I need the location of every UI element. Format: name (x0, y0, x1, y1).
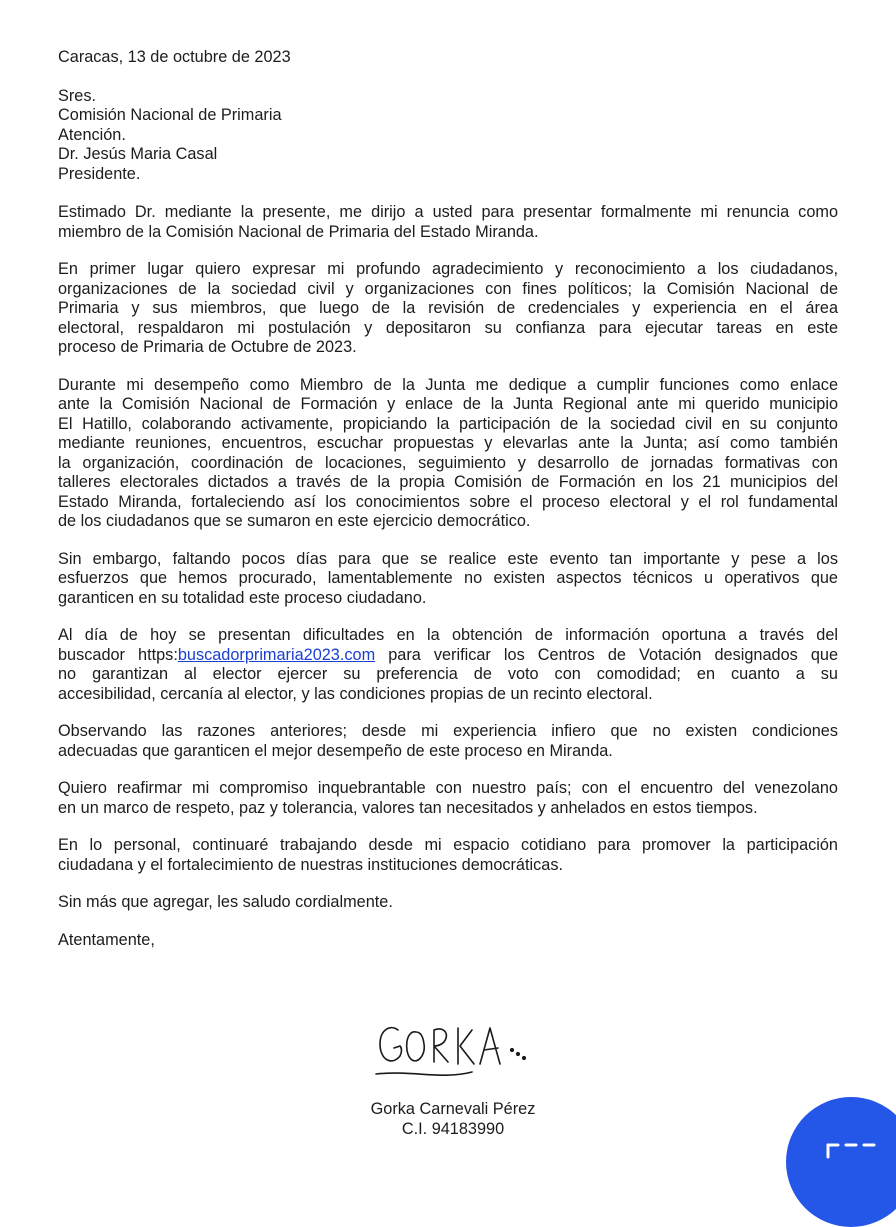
paragraph-line: Estado Miranda, fortaleciendo así los conocimientos sobre el proceso electoral y el rol fundamental (58, 492, 838, 511)
paragraph-6 (58, 722, 838, 761)
paragraph-9 (58, 893, 838, 913)
paragraph-line: no garantizan al elector ejercer su preferencia de voto con comodidad; en cuanto a su (58, 665, 838, 683)
paragraph-line: Primaria y sus miembros, que luego de la revisión de credenciales y experiencia en el área (58, 299, 838, 317)
addressee-line: Sres. (58, 86, 97, 105)
paragraph-line: organizaciones de la sociedad civil y organizaciones con fines políticos; la Comisión Nacional de (58, 279, 838, 298)
paragraph-7 (58, 779, 838, 818)
paragraph-5 (58, 626, 838, 704)
edit-text-icon (826, 1141, 886, 1161)
paragraph-line: esfuerzos que hemos procurado, lamentablemente no existen aspectos técnicos u operativos que (58, 569, 838, 587)
paragraph-8 (58, 836, 838, 875)
paragraph-line: ciudadana y el fortalecimiento de nuestras instituciones democráticas. (58, 855, 563, 874)
paragraph-line: En primer lugar quiero expresar mi profundo agradecimiento y reconocimiento a los ciudadanos, (58, 260, 838, 278)
letter-body (58, 48, 838, 950)
paragraph-line: Sin embargo, faltando pocos días para que se realice este evento tan importante y pese a los (58, 549, 838, 568)
paragraph-line: de los ciudadanos que se sumaron en este ejercicio democrático. (58, 512, 531, 530)
paragraph-1 (58, 203, 838, 242)
closing-text: Atentamente, (58, 930, 155, 949)
buscador-link[interactable]: buscadorprimaria2023.com (177, 645, 376, 664)
paragraph-line: El Hatillo, colaborando activamente, propiciando la participación de la sociedad civil en su conjunto (58, 414, 838, 433)
link-suffix: para verificar los Centros de Votación designados que (375, 645, 838, 664)
paragraph-line-with-link (58, 646, 838, 666)
addressee-line: Presidente. (58, 164, 141, 183)
signer-name: Gorka Carnevali Pérez (370, 1100, 536, 1118)
paragraph-line: Observando las razones anteriores; desde mi experiencia infiero que no existen condiciones (58, 722, 838, 740)
paragraph-line: adecuadas que garanticen el mejor desempeño de este proceso en Miranda. (58, 741, 613, 760)
paragraph-line: Estimado Dr. mediante la presente, me dirijo a usted para presentar formalmente mi renuncia como (58, 203, 838, 221)
paragraph-line: garanticen en su totalidad este proceso ciudadano. (58, 588, 427, 607)
paragraph-2 (58, 260, 838, 358)
paragraph-line: la organización, coordinación de locaciones, seguimiento y desarrollo de jornadas formativas con (58, 453, 838, 472)
paragraph-line: talleres electorales dictados a través de la propia Comisión de Formación en los 21 municipios del (58, 473, 838, 491)
paragraph-line: En lo personal, continuaré trabajando desde mi espacio cotidiano para promover la participación (58, 836, 838, 854)
link-prefix: buscador https: (58, 645, 178, 664)
paragraph-line: en un marco de respeto, paz y tolerancia, valores tan necesitados y anhelados en estos tiempos. (58, 798, 758, 817)
paragraph-line: Al día de hoy se presentan dificultades en la obtención de información oportuna a través del (58, 626, 838, 644)
addressee-line: Dr. Jesús Maria Casal (58, 145, 218, 163)
addressee-block (58, 87, 838, 185)
paragraph-3 (58, 376, 838, 532)
paragraph-line: mediante reuniones, encuentros, escuchar propuestas y elevarlas ante la Junta; así como también (58, 434, 838, 452)
letter-date: Caracas, 13 de octubre de 2023 (58, 48, 291, 66)
handwritten-signature (372, 1010, 542, 1082)
addressee-line: Comisión Nacional de Primaria (58, 106, 282, 124)
paragraph-line: proceso de Primaria de Octubre de 2023. (58, 338, 357, 356)
paragraph-line: Durante mi desempeño como Miembro de la Junta me dedique a cumplir funciones como enlace (58, 375, 838, 394)
signer-block (0, 1100, 896, 1139)
paragraph-4 (58, 550, 838, 609)
paragraph-line: Quiero reafirmar mi compromiso inquebrantable con nuestro país; con el encuentro del venezolano (58, 779, 838, 797)
paragraph-line: electoral, respaldaron mi postulación y depositaron su confianza para ejecutar tareas en este (58, 318, 838, 337)
paragraph-line: accesibilidad, cercanía al elector, y las condiciones propias de un recinto electoral. (58, 684, 653, 703)
signer-id: C.I. 94183990 (401, 1119, 505, 1138)
paragraph-line: miembro de la Comisión Nacional de Primaria del Estado Miranda. (58, 222, 539, 241)
paragraph-line: ante la Comisión Nacional de Formación y enlace de la Junta Regional ante mi querido municipio (58, 395, 838, 413)
addressee-line: Atención. (58, 125, 126, 144)
paragraph-line: Sin más que agregar, les saludo cordialmente. (58, 893, 393, 911)
